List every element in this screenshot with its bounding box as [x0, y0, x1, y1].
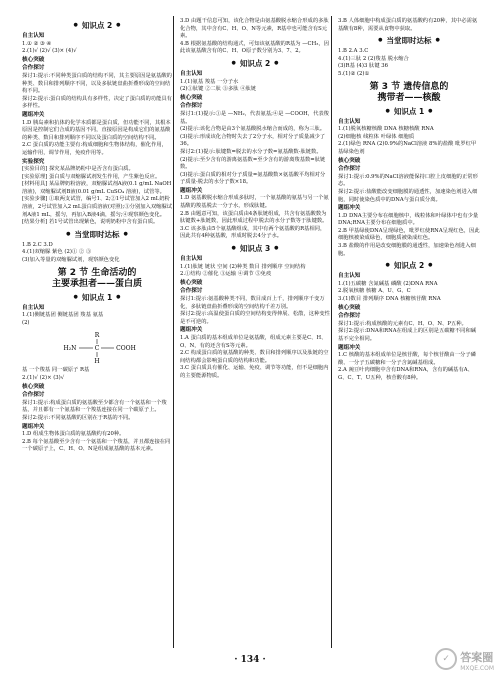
bullet-icon: ●	[231, 59, 236, 66]
answer-line: 1.A 蛋白质的基本组成单位是氨基酸，组成元素主要是C、H、O、N，有的还含有S等元素。	[180, 334, 327, 349]
subsection-heading: 实验探究	[22, 158, 45, 165]
column-divider	[331, 16, 332, 648]
formula-diagram	[52, 330, 142, 364]
practice-title: 当堂即时达标	[74, 229, 120, 239]
subsection-heading: 自主认知	[338, 273, 361, 280]
subsection-heading: 题组冲关	[22, 111, 45, 118]
answer-line: 2.(1)√ (2)× (3)√	[22, 375, 65, 381]
answer-block	[338, 18, 480, 33]
practice-answer: 1.B 2.C 3.D	[22, 241, 53, 248]
formula-right: COOH	[116, 345, 136, 353]
subsection-heading: 题组冲关	[338, 344, 361, 351]
subsection-heading: 题组冲关	[180, 187, 203, 194]
practice-title: 当堂即时达标	[386, 36, 432, 46]
answer-line: 探讨2:提示:不同氨基酸的区别在于R基的不同。	[22, 414, 134, 421]
amino-acid-structural-formula	[22, 330, 172, 364]
answer-line: 探讨1:提示:0.9%的NaCl溶液能保持口腔上皮细胞的正常形态。	[338, 173, 478, 188]
answer-block	[338, 119, 480, 259]
section-title-line: 主要承担者——蛋白质	[51, 278, 142, 289]
practice-answer: 5.(1)② (2)①	[338, 70, 370, 77]
answer-line: (2)	[22, 319, 30, 326]
answer-line: 2.C 蛋白质的功能主要有:构成细胞和生物体结构，催化作用，运输作用，调节作用，免疫作用等。	[22, 142, 167, 156]
column-3	[338, 18, 480, 383]
section-title-line: 第 2 节 生命活动的	[57, 267, 137, 278]
subsection-heading: 合作探讨	[338, 313, 361, 320]
answer-line: 1.(1)肽链 链状 空间 (2)种类 数目 排列顺序 空间结构	[180, 263, 306, 270]
subsection-heading: 核心突破	[22, 383, 45, 390]
answer-line: 1.D 氨基酸脱水缩合形成多肽时，一个氨基酸的氨基与另一个氨基酸的羧基脱去一分子水，形成肽键。	[180, 195, 329, 210]
bullet-icon: ●	[66, 230, 71, 237]
answer-line: 4.B 根据氨基酸的结构通式，可知该氨基酸的R基为 —CH₃，因此该氨基酸含有的C、H、O原子数分别为3、7、2。	[180, 40, 329, 55]
answer-line: 2.B 由题意可知，该蛋白质由4条肽链组成，共含有氨基酸数为肽键数+肽链数，因此形成过程中脱去的水分子数等于肽键数。	[180, 210, 328, 225]
subsection-heading: 核心突破	[338, 157, 361, 164]
answer-line: 3.B 盐酸的作用是改变细胞膜的通透性，加速染色剂进入细胞。	[338, 243, 476, 257]
subsection-heading: 合作探讨	[180, 288, 203, 295]
answer-line: [结果分析] 若1号试管出现紫色，说明奶粉中含有蛋白质。	[22, 219, 159, 226]
subsection-heading: 自主认知	[180, 70, 203, 77]
subsection-heading: 合作探讨	[22, 65, 45, 72]
answer-line: [实验原理] 蛋白质与双缩脲试剂发生作用，产生紫色反应。	[22, 173, 161, 180]
bullet-icon: ●	[73, 293, 78, 300]
watermark-text-block	[460, 646, 494, 672]
bullet-icon: ●	[274, 245, 279, 252]
watermark-url: MXQE.COM	[460, 665, 494, 672]
column-divider	[173, 16, 174, 648]
answer-line: (3)提示:形成该化合物时失去了2分子水，相对分子质量减少了36。	[180, 133, 326, 148]
knowledge-point-heading	[180, 243, 330, 254]
subsection-heading: 题组冲关	[338, 205, 361, 212]
answer-line: [实验步骤] ①取两支试管，编号1、2;②1号试管加入2 mL奶粉溶液，2号试管加入2 mL蛋白质溶液(对照);③分别加入双缩脲试剂A液1 mL，摇匀，再加入B液4滴，摇匀;④观察颜色变化。	[22, 196, 173, 218]
bullet-icon: ●	[378, 37, 383, 44]
subsection-heading: 自主认知	[338, 118, 361, 125]
answer-line: (2)提示:该化合物是由3个氨基酸脱水缩合而成的，称为三肽。	[180, 126, 326, 133]
knowledge-point-title: 知识点 1	[393, 106, 425, 116]
bullet-icon: ●	[428, 262, 433, 269]
answer-line: 1.(1)五碳糖 含氮碱基 磷酸 (2)DNA RNA	[338, 280, 438, 287]
bullet-icon: ●	[428, 107, 433, 114]
subsection-heading: 题组冲关	[22, 423, 45, 430]
answer-line: 2.①结构 ②催化 ③运输 ④调节 ⑤免疫	[180, 271, 272, 278]
subsection-heading: 核心突破	[338, 304, 361, 311]
practice-heading	[338, 35, 480, 46]
answer-line: 2.A 豌豆叶肉细胞中含有DNA和RNA，含有的碱基有A、G、C、T、U五种，核苷酸有8种。	[338, 367, 473, 381]
page-number-value: 134	[240, 655, 260, 665]
answer-block	[22, 33, 172, 227]
knowledge-point-heading	[338, 106, 480, 117]
knowledge-point-title: 知识点 2	[393, 261, 425, 271]
knowledge-point-title: 知识点 2	[81, 21, 113, 30]
knowledge-point-heading	[22, 292, 172, 303]
answer-block	[180, 71, 330, 241]
watermark-icon: ✓	[435, 648, 457, 670]
answer-line: 探讨2:(1)提示:肽键数=脱去的水分子数=氨基酸数-肽链数。	[180, 148, 322, 155]
answer-line: [实验目的] 探究某品牌奶粉中是否含有蛋白质。	[22, 166, 134, 173]
subsection-heading: 题组冲关	[180, 327, 203, 334]
bullet-icon: ●	[116, 293, 121, 300]
practice-answer: 4.(1)三肽 2 (2)羧基 脱水缩合	[338, 55, 409, 62]
answer-line: (2)提示:至少含有的游离氨基数=至少含有的游离羧基数=肽链数。	[180, 156, 326, 171]
answer-block	[22, 367, 172, 454]
practice-answer: 1.B 2.A 3.C	[338, 48, 369, 55]
answer-line: 探讨1:提示:构成蛋白质的氨基酸至少都含有一个氨基和一个羧基，并且都有一个氨基和一个羧基连接在同一个碳原子上。	[22, 399, 167, 414]
formula-top: R	[94, 332, 100, 340]
bullet-icon: ●	[73, 22, 78, 28]
answer-line: (2)①肽键 ②二肽 ③多肽 ④肽链	[180, 86, 257, 93]
answer-line: 探讨2:提示:DNA和RNA在组成上的区别是五碳糖不同和碱基不完全相同。	[338, 328, 477, 342]
section-title	[338, 82, 480, 104]
practice-answer: (3)R基 (4)3 肽键 36	[338, 63, 389, 70]
answer-line: 探讨1:提示:构成核酸的元素有C、H、O、N、P五种。	[338, 320, 467, 327]
answer-line: 基 一个羧基 同一碳原子 R基	[22, 367, 90, 374]
answer-line: (3)提示:蛋白质的相对分子质量=氨基酸数×氨基酸平均相对分子质量-脱去的水分子数×18。	[180, 171, 326, 186]
answer-line: 1.D DNA主要分布在细胞核中，线粒体和叶绿体中也有少量DNA;RNA主要分布在细胞质中。	[338, 212, 479, 227]
subsection-heading: 合作探讨	[22, 392, 45, 399]
knowledge-point-heading	[22, 20, 172, 31]
answer-line: 1.(1)氨基 羧基 一分子水	[180, 78, 239, 85]
bullet-icon: ●	[231, 245, 236, 252]
answer-line: 1.① ② ③ ④	[22, 40, 52, 47]
practice-heading	[22, 229, 172, 240]
column-1	[22, 18, 172, 454]
answer-block	[22, 305, 172, 328]
formula-center: C	[94, 345, 100, 353]
answer-line: 探讨2:提示:高温使蛋白质的空间结构变得伸展、松散，这种变性是不可逆的。	[180, 311, 330, 325]
subsection-heading: 核心突破	[180, 279, 203, 286]
bullet-icon: ●	[385, 262, 390, 269]
subsection-heading: 核心突破	[180, 94, 203, 101]
answer-block	[338, 273, 480, 382]
answer-line: 1.C 核酸的基本组成单位是核苷酸，每个核苷酸由一分子磷酸、一分子五碳糖和一分子含氮碱基组成。	[338, 352, 476, 366]
knowledge-point-title: 知识点 1	[81, 292, 113, 302]
formula-left: H₂N	[63, 345, 77, 353]
answer-line: 3.D 由题干信息可知，该化合物是由氨基酸脱水缩合形成的多肽化合物，其中含有C、H、O、N等元素，R基中也可能含有S元素。	[180, 18, 329, 40]
knowledge-point-heading	[180, 58, 330, 69]
answer-line: 2.B 每个氨基酸至少含有一个氨基和一个羧基，并且都连接在同一个碳原子上，C、H、O、N是组成氨基酸的基本元素。	[22, 438, 171, 453]
answer-line: 2.脱氧核糖 核糖 A、U、G、C	[338, 288, 411, 295]
answer-line: 探讨2:提示:盐酸能改变细胞膜的通透性，加速染色剂进入细胞，同时使染色质中的DNA与蛋白质分离。	[338, 188, 478, 203]
answer-block	[180, 18, 330, 56]
answer-line: 探讨1:(1)提示:①是 —NH₂，代表氨基;④是 —COOH，代表羧基。	[180, 110, 329, 125]
answer-line: 3.C 蛋白质具有催化、运输、免疫、调节等功能，但不是细胞内的主要能源物质。	[180, 365, 329, 379]
section-title-line: 携带者——核酸	[377, 92, 441, 103]
answer-line: [材料用具] 某品牌奶粉溶液，双缩脲试剂A液(0.1 g/mL NaOH 溶液)，双缩脲试剂B液(0.01 g/mL CuSO₄ 溶液)，试管等。	[22, 181, 172, 195]
subsection-heading: 自主认知	[22, 304, 45, 311]
answer-line: 3.B 人体细胞中构成蛋白质的氨基酸约有20种，其中必需氨基酸有8种，需要从食物中获取。	[338, 18, 478, 32]
answer-line: 探讨1:提示:氨基酸种类不同，数目成百上千，排列顺序千变万化，多肽链盘曲折叠形成的空间结构千差万别。	[180, 296, 325, 310]
formula-bottom: H	[94, 358, 100, 365]
answer-line: 3.C 该多肽由5个氨基酸组成，其中有两个氨基酸的R基相同，因此共有4种氨基酸，形成时脱去4分子水。	[180, 225, 326, 240]
bullet-icon: ●	[385, 107, 390, 114]
answer-line: 2.(1)绿色 RNA (2)0.9%的NaCl溶液 8%的盐酸 吡罗红甲基绿染色剂	[338, 141, 477, 155]
section-title-line: 第 3 节 遗传信息的	[369, 81, 449, 92]
answer-block	[180, 256, 330, 381]
column-2	[180, 18, 330, 381]
bullet-icon: ●	[123, 230, 128, 237]
answer-line: 2.B 甲基绿使DNA呈现绿色，吡罗红使RNA呈现红色，因此细胞核被染成绿色，细胞质被染成红色。	[338, 227, 480, 242]
answer-line: 1.D 组成生物体蛋白质的氨基酸约有20种。	[22, 431, 125, 438]
answer-line: 1.D 胰岛素和抗体的化学本质都是蛋白质，但功能不同，其根本原因是控制它们合成的基因不同，直接原因是构成它们的氨基酸的种类、数目和排列顺序不同以及蛋白质的空间结构不同。	[22, 119, 171, 141]
section-title	[22, 268, 172, 290]
practice-answer: 4.(1)双缩脲 紫色 (2)① ② ③	[22, 249, 92, 256]
page-number: · 134 ·	[234, 655, 266, 665]
knowledge-point-title: 知识点 3	[239, 244, 271, 254]
answer-line: 1.(1)脱氧核糖核酸 DNA 核糖核酸 RNA	[338, 126, 434, 133]
bullet-icon: ●	[274, 59, 279, 66]
watermark-logo	[435, 646, 494, 672]
watermark-text: 答案圈	[460, 651, 494, 664]
answer-line: 1.(1)侧链基团 侧链基团 羧基 氨基	[22, 312, 104, 319]
bullet-icon: ●	[435, 37, 440, 44]
answer-line: 探讨1:提示:不同种类蛋白质的结构不同，其主要原因是氨基酸的种类、数目和排列顺序不同，以及多肽链盘曲折叠形成的空间结构不同。	[22, 72, 172, 95]
subsection-heading: 合作探讨	[180, 103, 203, 110]
answer-line: 探讨2:提示:蛋白质的结构具有多样性，决定了蛋白质的功能具有多样性。	[22, 95, 172, 110]
subsection-heading: 自主认知	[22, 33, 45, 39]
subsection-heading: 核心突破	[22, 56, 45, 63]
answer-line: 2.C 构成蛋白质的氨基酸的种类、数目和排列顺序以及肽链的空间结构都会影响蛋白质的结构和功能。	[180, 350, 329, 364]
bullet-icon: ●	[116, 22, 121, 28]
subsection-heading: 合作探讨	[338, 166, 361, 173]
answer-line: 3.(1)数目 排列顺序 DNA 核糖核苷酸 RNA	[338, 296, 441, 303]
knowledge-point-heading	[338, 260, 480, 271]
subsection-heading: 自主认知	[180, 256, 203, 263]
practice-answer: (3)加入等量的双缩脲试剂，观察颜色变化	[22, 257, 120, 264]
knowledge-point-title: 知识点 2	[239, 58, 271, 68]
answer-line: 2.(1)√ (2)√ (3)× (4)√	[22, 48, 77, 55]
answer-line: (2)细胞核 线粒体 叶绿体 细胞质	[338, 133, 415, 140]
